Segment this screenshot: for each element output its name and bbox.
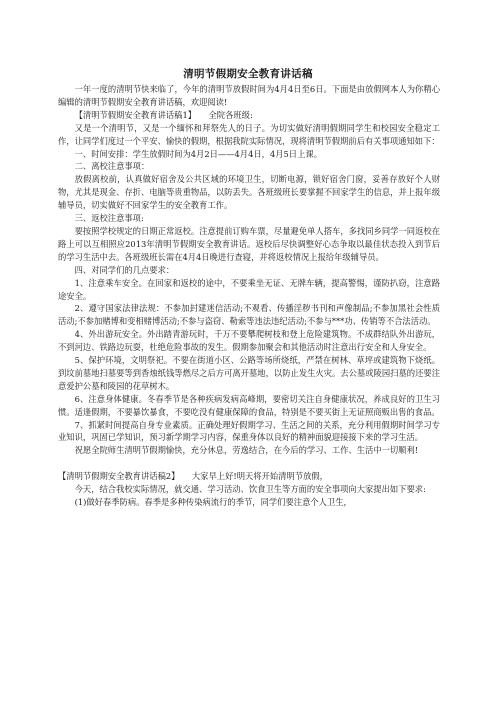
paragraph: 一年一度的清明节快来临了，今年的清明节放假时间为4月4日至6日。下面是由放假网本人为你精心编辑的清明节假期安全教育讲话稿，欢迎阅读! bbox=[58, 84, 440, 107]
paragraph: 四、对同学们的几点要求： bbox=[74, 264, 175, 275]
paragraph: 今天，结合我校实际情况，就交通、学习活动、饮食卫生等方面的安全事项向大家提出如下要求: bbox=[74, 484, 426, 495]
paragraph: 5、保护环境，文明祭祀。不要在街道小区、公路等场所烧纸，严禁在树林、草坪或建筑物下烧纸。到坟前墓地扫墓要等到香烛纸钱等燃尽之后方可离开墓地，以防止发生火灾。去公墓或陵园扫墓的还要注意爱护公墓和陵园的花草树木。 bbox=[58, 355, 440, 391]
paragraph: 4、外出游玩安全。外出踏青游玩时，千万不要攀爬树枝和登上危险建筑物。不成群结队外出游玩，不到河边、铁路边玩耍，杜绝危险事故的发生。假期参加聚会和其他活动时注意出行安全和人身安全。 bbox=[58, 329, 440, 353]
paragraph: 祝愿全院师生清明节假期愉快，充分休息，劳逸结合，在今后的学习、工作、生活中一切顺利! bbox=[74, 445, 419, 456]
paragraph: 【清明节假期安全教育讲话稿2】 大家早上好!明天将开始清明节放假， bbox=[58, 471, 328, 482]
paragraph: 【清明节假期安全教育讲话稿1】 全院各班级: bbox=[74, 109, 253, 120]
paragraph: 1、注意乘车安全。在回家和返校的途中，不要乘坐无证、无牌车辆，提高警惕，谨防扒窃，注意路途安全。 bbox=[58, 277, 440, 301]
document-body bbox=[58, 83, 440, 509]
paragraph: 放假离校前，认真做好宿舍及公共区域的环境卫生，切断电源，锁好宿舍门窗，妥善存放好个人财物，尤其是现金、存折、电脑等贵重物品，以防丢失。各班级班长要掌握不回家学生的信息，并上报年级辅导员，切实做好不回家学生的安全教育工作。 bbox=[58, 174, 440, 211]
paragraph: 二、离校注意事项： bbox=[74, 161, 150, 172]
paragraph: 又是一个清明节，又是一个缅怀和拜祭先人的日子。为切实做好清明假期同学生和校园安全稳定工作，让同学们度过一个平安、愉快的假期，根据我院实际情况，现将清明节假期前后有关事项通知如下： bbox=[58, 122, 440, 146]
paragraph: 6、注意身体健康。冬春季节是各种疾病发病高峰期，要密切关注自身健康状况，养成良好的卫生习惯。适逢假期，不要暴饮暴食，不要吃没有健康保障的食品，特别是不要买街上无证照商贩出售的食品。 bbox=[58, 393, 440, 417]
paragraph: 2、遵守国家法律法规：不参加封建迷信活动;不观看、传播淫秽书刊和声像制品;不参加黑社会性质活动;不参加赌博和变相赌博活动;不参与盗窃、勒索等违法违纪活动;不参与***功、传销等不合法活动。 bbox=[58, 303, 440, 327]
paragraph: 三、返校注意事项: bbox=[74, 213, 144, 224]
paragraph: 7、抓紧时间提高自身专业素质。正确处理好假期学习、生活之间的关系，充分利用假期时间学习专业知识，巩固已学知识，预习新学期学习内容，保重身体以良好的精神面貌迎接接下来的学习生活。 bbox=[58, 419, 440, 443]
paragraph: 要按照学校规定的日期正常返校。注意提前订购车票，尽量避免单人搭车，多找同乡同学一同返校在路上可以互相照应2013年清明节假期安全教育讲话。返校后尽快调整好心态争取以最佳状态投入到节后的学习生活中去。各班级班长需在4月4日晚进行查寝，并将返校情况上报给年级辅导员。 bbox=[58, 225, 440, 262]
paragraph: (1)做好春季防病。春季是多种传染病流行的季节，同学们要注意个人卫生， bbox=[74, 497, 352, 508]
document-title: 清明节假期安全教育讲话稿 bbox=[183, 68, 313, 80]
paragraph: 一、时间安排：学生放假时间为4月2日——4月4日，4月5日上课。 bbox=[74, 148, 322, 159]
section-gap bbox=[58, 457, 440, 470]
